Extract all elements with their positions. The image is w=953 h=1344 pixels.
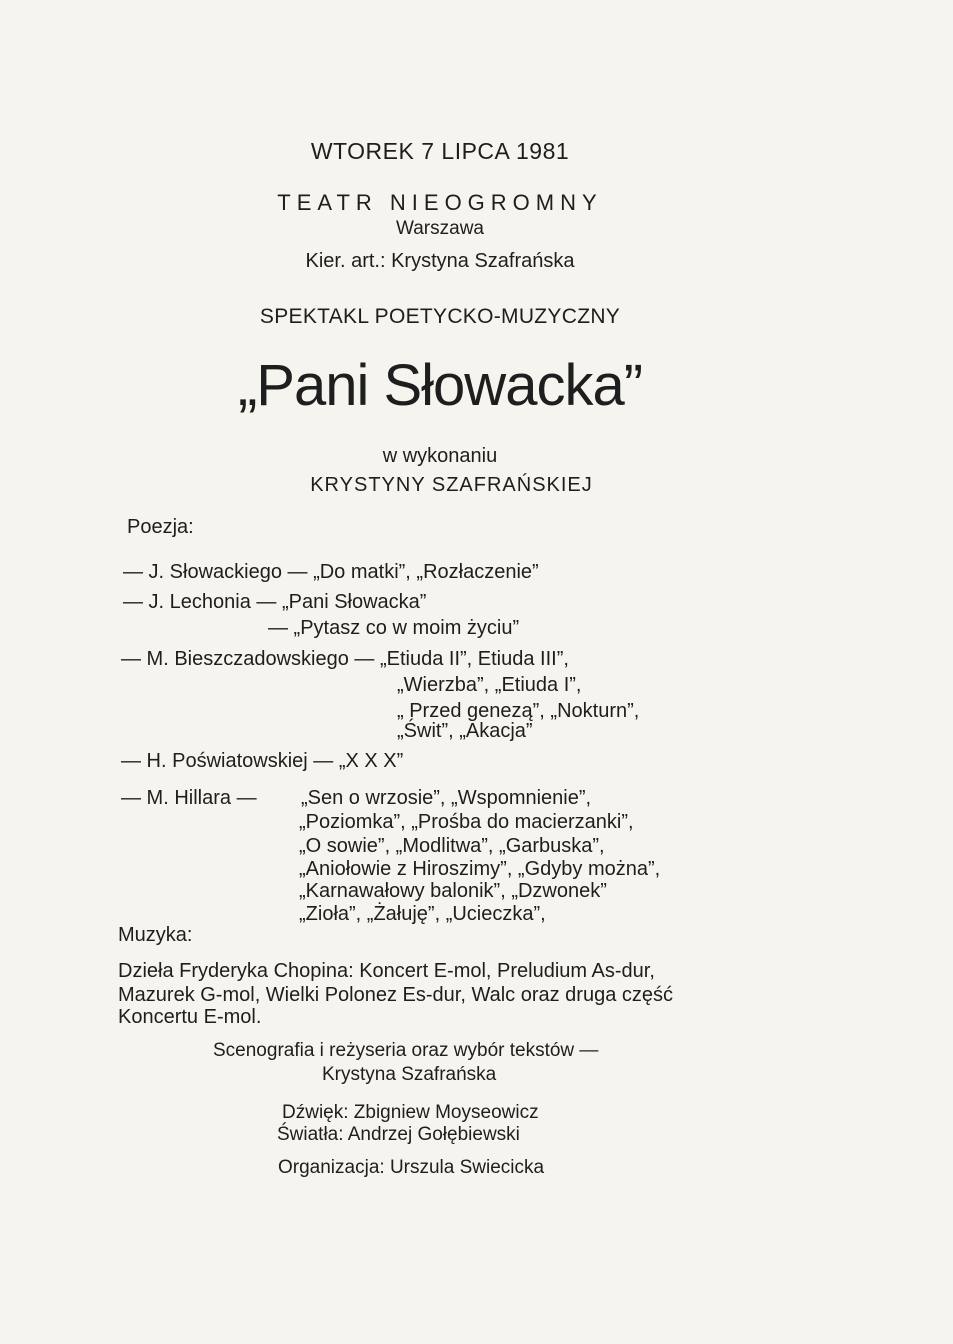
scenography-name: Krystyna Szafrańska	[322, 1064, 497, 1085]
poetry-line: „ Przed genezą”, „Nokturn”,	[397, 700, 640, 722]
poetry-line: — J. Słowackiego — „Do matki”, „Rozłaczenie”	[123, 561, 539, 583]
poetry-line: — M. Bieszczadowskiego — „Etiuda II”, Etiuda III”,	[121, 648, 569, 670]
performance-title: „Pani Słowacka”	[237, 353, 643, 418]
performance-genre: SPEKTAKL POETYCKO-MUZYCZNY	[259, 305, 621, 328]
sound-credit: Dźwięk: Zbigniew Moyseowicz	[282, 1102, 539, 1123]
poetry-line: — „Pytasz co w moim życiu”	[268, 617, 520, 639]
performed-by-label: w wykonaniu	[382, 445, 498, 467]
poetry-line: — H. Poświatowskiej — „X X X”	[121, 750, 404, 772]
poetry-line: „Karnawałowy balonik”, „Dzwonek”	[299, 880, 607, 902]
theatre-name: TEATR NIEOGROMNY	[277, 190, 603, 215]
artistic-director: Kier. art.: Krystyna Szafrańska	[305, 250, 575, 272]
music-line: Mazurek G-mol, Wielki Polonez Es-dur, Walc oraz druga część	[118, 984, 673, 1006]
poetry-line: „Sen o wrzosie”, „Wspomnienie”,	[301, 787, 592, 809]
theatre-city: Warszawa	[396, 218, 484, 239]
poetry-line: — M. Hillara —	[121, 787, 257, 809]
poetry-label: Poezja:	[127, 516, 194, 538]
scenography-credit: Scenografia i reżyseria oraz wybór tekstów —	[213, 1040, 599, 1061]
poetry-line: „Poziomka”, „Prośba do macierzanki”,	[299, 811, 634, 833]
music-label: Muzyka:	[118, 924, 193, 946]
performer-name: KRYSTYNY SZAFRAŃSKIEJ	[310, 474, 593, 496]
poetry-line: „Wierzba”, „Etiuda I”,	[397, 674, 582, 696]
poetry-line: — J. Lechonia — „Pani Słowacka”	[123, 591, 427, 613]
event-date: WTOREK 7 LIPCA 1981	[310, 138, 570, 164]
poetry-line: „Świt”, „Akacja”	[397, 720, 533, 742]
music-line: Dzieła Fryderyka Chopina: Koncert E-mol, Preludium As-dur,	[118, 960, 655, 982]
organization-credit: Organizacja: Urszula Swiecicka	[278, 1157, 545, 1178]
poetry-line: „O sowie”, „Modlitwa”, „Garbuska”,	[299, 835, 605, 857]
lights-credit: Światła: Andrzej Gołębiewski	[277, 1124, 520, 1145]
poetry-line: „Zioła”, „Żałuję”, „Ucieczka”,	[299, 903, 546, 925]
poetry-line: „Aniołowie z Hiroszimy”, „Gdyby można”,	[299, 858, 661, 880]
music-line: Koncertu E-mol.	[118, 1006, 262, 1028]
